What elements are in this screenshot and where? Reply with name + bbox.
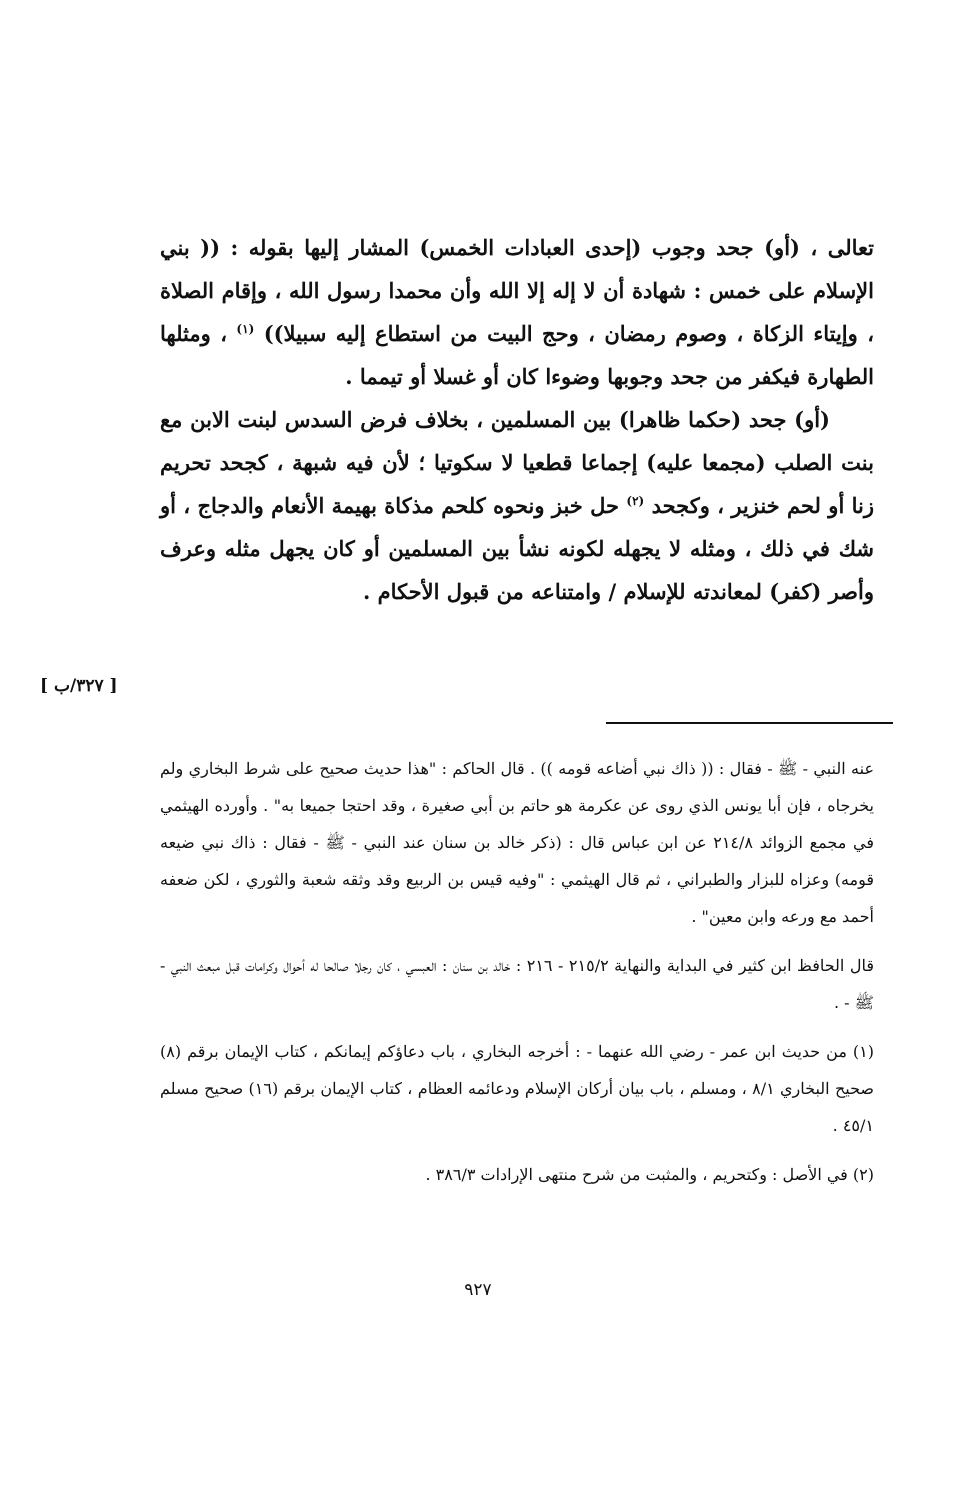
margin-folio-marker: [ ٣٢٧/ب ] bbox=[40, 676, 118, 696]
footnote-separator bbox=[606, 722, 893, 724]
paragraph-2 bbox=[160, 398, 874, 613]
paragraph-1-end: ، ومثلها الطهارة فيكفر من جحد وجوبها وضوءا كان أو غسلا أو تيمما . bbox=[160, 321, 874, 389]
page-number: ٩٢٧ bbox=[464, 1280, 492, 1300]
footnotes bbox=[160, 750, 874, 1205]
main-text bbox=[160, 226, 874, 613]
paragraph-2-text-b: حل خبز ونحوه كلحم مذكاة بهيمة الأنعام والدجاج ، أو شك في ذلك ، ومثله لا يجهله لكونه نشأ بين المسلمين أو كان يجهل مثله وعرف وأصر (كفر) لمعاندته للإسلام / وامتناعه من قبول الأحكام . bbox=[160, 493, 874, 604]
footnote-2: (٢) في الأصل : وكتحريم ، والمثبت من شرح منتهى الإرادات ٣٨٦/٣ . bbox=[425, 1165, 874, 1184]
footnote-ref-2[interactable]: (٢) bbox=[626, 494, 645, 508]
footnote-continuation-1: عنه النبي - ﷺ - فقال : (( ذاك نبي أضاعه قومه )) . قال الحاكم : "هذا حديث صحيح على شرط البخاري ولم يخرجاه ، فإن أبا يونس الذي روى عن عكرمة هو حاتم بن أبي صغيرة ، وقد احتجا جميعا به" . وأورده الهيثمي في مجمع الزوائد ٢١٤/٨ عن ابن عباس قال : (ذكر خالد بن سنان عند النبي - ﷺ - فقال : ذاك نبي ضيعه قومه) وعزاه للبزار والطبراني ، ثم قال الهيثمي : "وفيه قيس بن الربيع وقد وثقه شعبة والثوري ، لكن ضعفه أحمد مع ورعه وابن معين" . bbox=[160, 759, 875, 926]
paragraph-2-text-a: (أو) جحد (حكما ظاهرا) بين المسلمين ، بخلاف فرض السدس لبنت الابن مع بنت الصلب (مجمعا عليه) إجماعا قطعيا لا سكوتيا ؛ لأن فيه شبهة ، كجحد تحريم زنا أو لحم خنزير ، وكجحد bbox=[160, 407, 875, 518]
paragraph-1-text: تعالى ، (أو) جحد وجوب (إحدى العبادات الخمس) المشار إليها بقوله : (( بني الإسلام على خمس : شهادة أن لا إله إلا الله وأن محمدا رسول الله ، وإقام الصلاة ، وإيتاء الزكاة ، وصوم رمضان ، وحج البيت من استطاع إليه سبيلا)) bbox=[160, 235, 874, 346]
footnote-1: (١) من حديث ابن عمر - رضي الله عنهما - : أخرجه البخاري ، باب دعاؤكم إيمانكم ، كتاب الإيمان برقم (٨) صحيح البخاري ٨/١ ، ومسلم ، باب بيان أركان الإسلام ودعائمه العظام ، كتاب الإيمان برقم (١٦) صحيح مسلم ٤٥/١ . bbox=[160, 1042, 875, 1135]
footnote-ref-1[interactable]: (١) bbox=[236, 322, 255, 336]
footnote-continuation-2: قال الحافظ ابن كثير في البداية والنهاية ٢١٥/٢ - ٢١٦ : خالد بن سنان : العبسي ، كان رجلا صالحا له أحوال وكرامات قبل مبعث النبي - ﷺ - . bbox=[160, 956, 875, 1012]
paragraph-1 bbox=[160, 226, 874, 398]
